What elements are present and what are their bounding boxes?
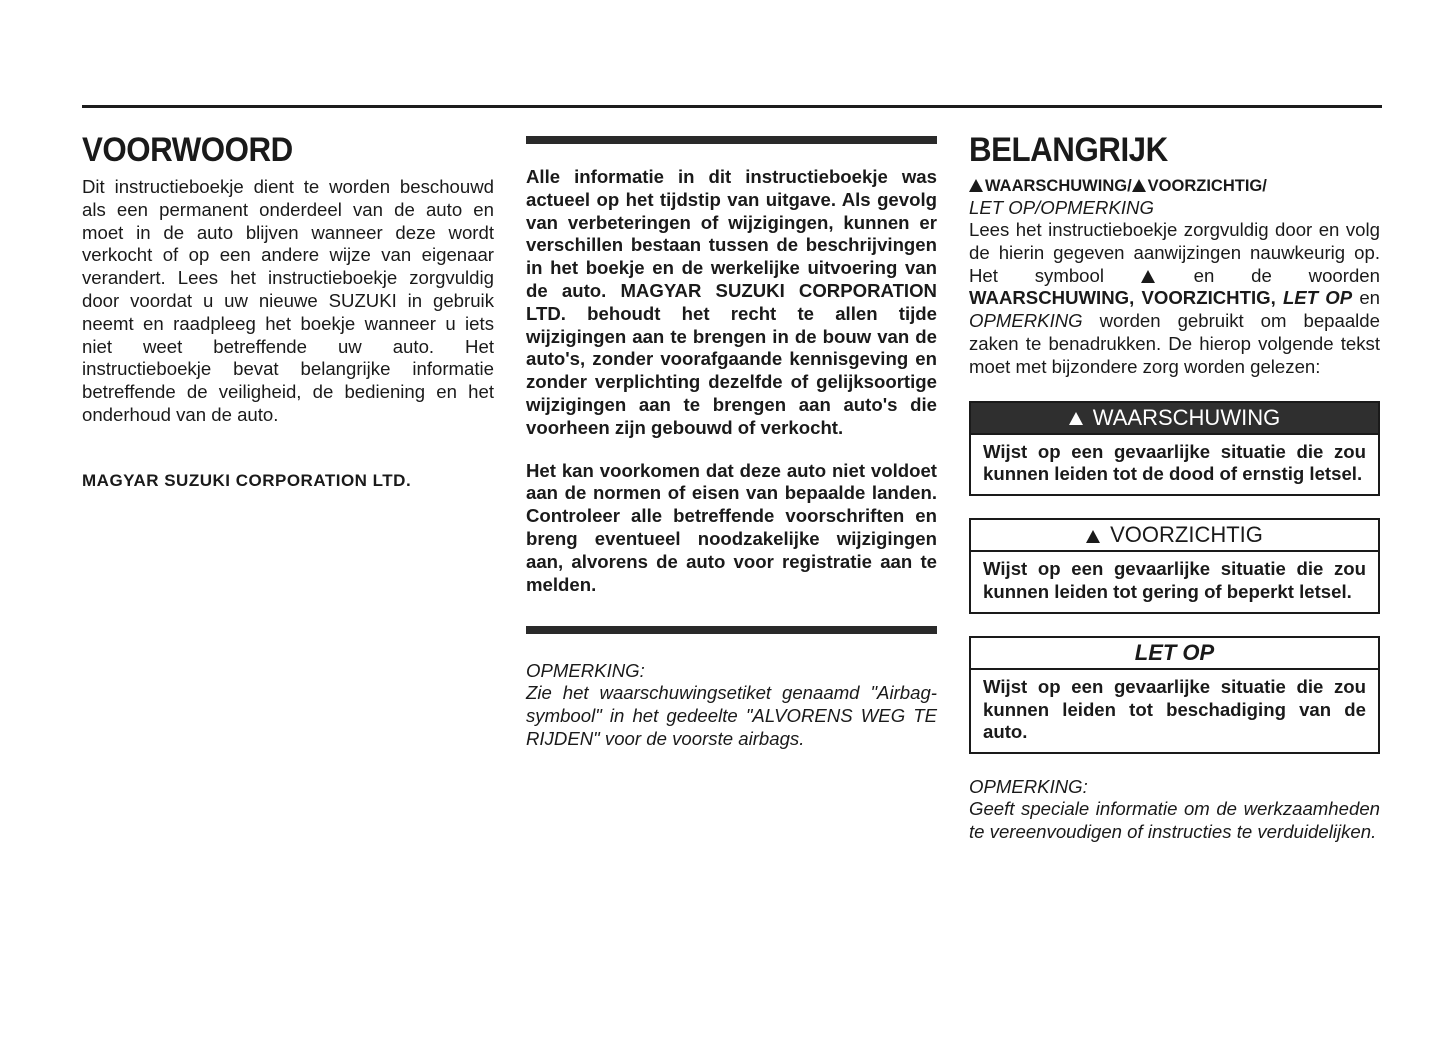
intro-word-notice: LET OP [1282,287,1353,309]
note-label: OPMERKING: [526,660,645,682]
foreword-heading: VOORWOORD [82,131,293,169]
intro-part-d: worden gebruikt om bepaalde zaken te benadrukken. De hierop volgende tekst moet met bijzondere zorg worden gelezen: [969,310,1380,377]
label-caution: VOORZICHTIG/ [1147,177,1267,195]
notice-box-text: Wijst op een gevaarlijke situatie die zou kunnen leiden tot beschadiging van de auto. [983,675,1366,743]
warning-triangle-icon [1132,179,1146,192]
intro-word-note: OPMERKING [969,310,1083,332]
warning-box-title: WAARSCHUWING [1092,404,1281,430]
intro-word-warning: WAARSCHUWING, VOORZICHTIG, [969,287,1276,309]
foreword-text: Dit instructieboekje dient te worden beschouwd als een permanent onderdeel van de auto en moet in de auto blijven wanneer deze wordt verkocht of op een andere wijze van eigenaar verandert. Lees het instructieboekje zorgvuldig door voordat u uw nieuwe SUZUKI in gebruik neemt en raadpleeg het boekje wanneer u iets niet weet betreffende uw auto. Het instructieboekje bevat belangrijke informatie betreffende de veiligheid, de bediening en het onderhoud van de auto. [82,176,494,425]
intro-part-b: en de woorden [1193,264,1380,286]
label-warning: WAARSCHUWING/ [985,177,1132,195]
note-label: OPMERKING: [969,776,1088,798]
warning-box-text: Wijst op een gevaarlijke situatie die zou kunnen leiden tot de dood of ernstig letsel. [983,440,1366,485]
caution-box-header [971,520,1378,552]
column-important [969,118,1380,844]
intro-part-a: Lees het instructieboekje zorgvuldig door en volg de hierin gegeven aanwijzingen nauwkeurig op. Het symbool [969,219,1380,286]
signal-words-line [969,176,1380,197]
notice-box [969,636,1380,754]
corporation-name: MAGYAR SUZUKI CORPORATION LTD. [82,470,412,490]
warning-triangle-icon [1069,412,1083,425]
column-information [526,118,937,751]
note-text: Geeft speciale informatie om de werkzaamheden te vereenvoudigen of instructies te verduidelijken. [969,798,1380,842]
section-bar-top [526,136,937,144]
warning-triangle-icon [1141,270,1155,283]
notice-box-header [971,638,1378,670]
intro-part-c: en [1359,287,1381,309]
section-bar-bottom [526,626,937,634]
warning-triangle-icon [1086,530,1100,543]
warning-box [969,401,1380,497]
important-intro [969,219,1380,379]
information-paragraph-1: Alle informatie in dit instructieboekje was actueel op het tijdstip van uitgave. Als gevolg van verbeteringen of wijzigingen, kunnen er verschillen bestaan tussen de beschrijvingen in het boekje en de werkelijke uitvoering van de auto. MAGYAR SUZUKI CORPORATION LTD. behoudt het recht te allen tijde wijzigingen aan te brengen in de bouw van de auto's, zonder voorafgaande kennisgeving en zonder verplichting dezelfde of gelijksoortige wijzigingen aan te brengen aan auto's die voorheen zijn gebouwd of verkocht. [526,166,937,438]
note-text: Zie het waarschuwingsetiket genaamd "Airbag-symbool" in het gedeelte "ALVORENS WEG TE RIJDEN" voor de voorste airbags. [526,682,937,749]
caution-box-text: Wijst op een gevaarlijke situatie die zou kunnen leiden tot gering of beperkt letsel. [983,558,1366,602]
caution-box [969,518,1380,614]
caution-box-title: VOORZICHTIG [1110,522,1263,548]
notice-box-title: LET OP [1134,639,1215,665]
important-heading: BELANGRIJK [969,131,1168,169]
top-rule [82,105,1382,108]
warning-triangle-icon [969,179,983,192]
warning-box-header [971,403,1378,435]
information-paragraph-2: Het kan voorkomen dat deze auto niet voldoet aan de normen of eisen van bepaalde landen. Controleer alle betreffende voorschriften en breng eventueel noodzakelijke wijzigingen aan, alvorens de auto voor registratie aan te melden. [526,459,937,595]
column-foreword [82,118,494,491]
signal-words-line-2: LET OP/OPMERKING [969,197,1154,218]
